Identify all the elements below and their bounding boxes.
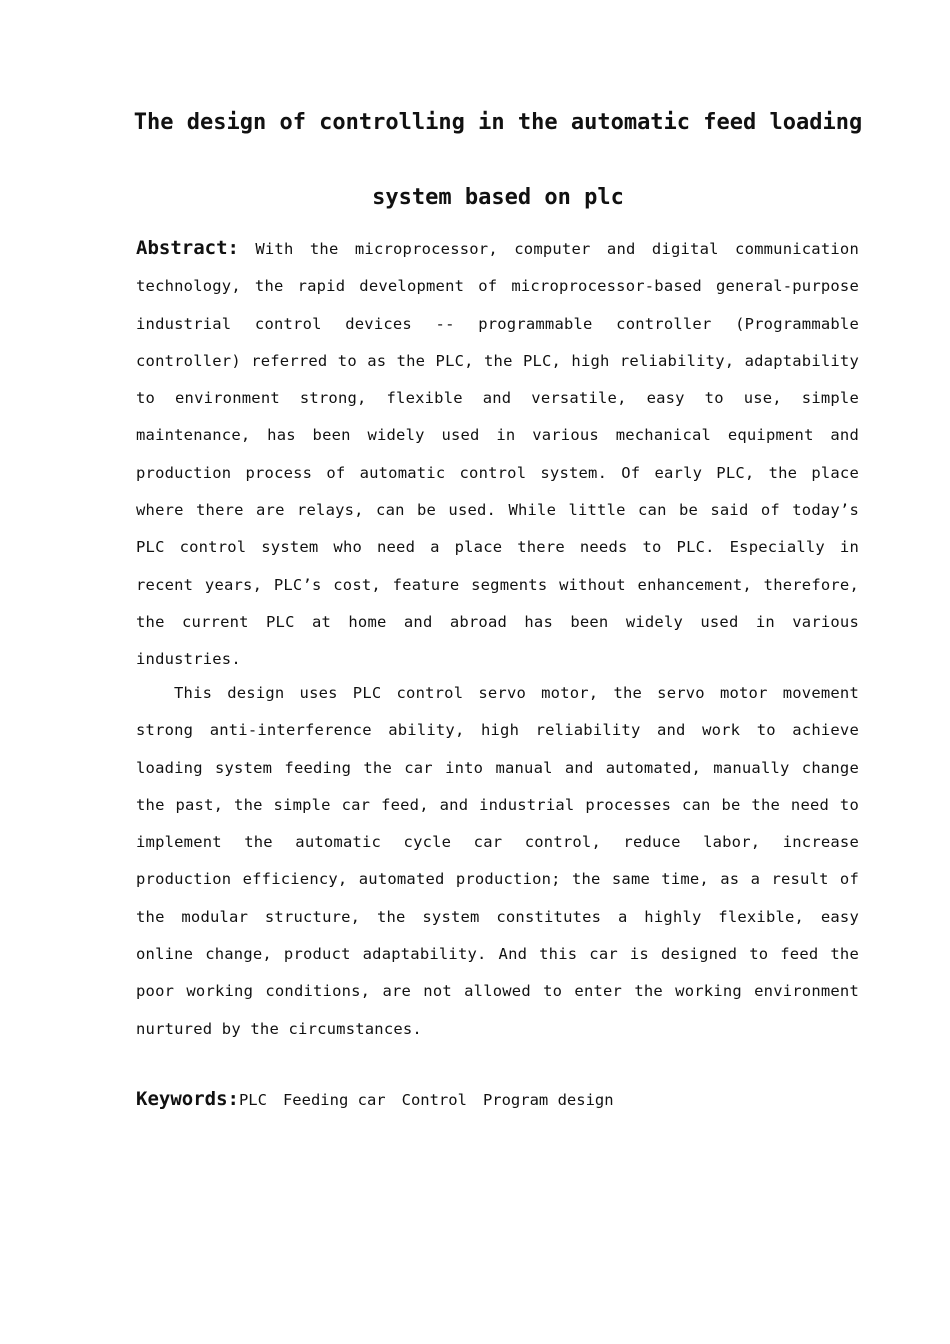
keyword-item: Feeding car: [282, 1091, 386, 1109]
abstract-label: Abstract:: [136, 237, 239, 259]
keyword-item: PLC: [238, 1091, 267, 1109]
body-paragraph-2: This design uses PLC control servo motor, the servo motor movement strong anti-interference ability, high reliability and work to achieve loading system feeding the car into manual and automated, manually change the past, the simple car feed, and industrial processes can be the need to implement the automatic cycle car control, reduce labor, increase production efficiency, automated production; the same time, as a result of the modular structure, the system constitutes a highly flexible, easy online change, product adaptability. And this car is designed to feed the poor working conditions, are not allowed to enter the working environment nurtured by the circumstances.: [136, 684, 859, 1038]
keyword-item: Program design: [482, 1091, 614, 1109]
abstract-paragraph: [136, 230, 859, 679]
abstract-text: With the microprocessor, computer and digital communication technology, the rapid development of microprocessor-based general-purpose industrial control devices -- programmable controller (Programmable controller) referred to as the PLC, the PLC, high reliability, adaptability to environment strong, flexible and versatile, easy to use, simple maintenance, has been widely used in various mechanical equipment and production process of automatic control system. Of early PLC, the place where there are relays, can be used. While little can be said of today’s PLC control system who need a place there needs to PLC. Especially in recent years, PLC’s cost, feature segments without enhancement, therefore, the current PLC at home and abroad has been widely used in various industries.: [136, 240, 859, 669]
keywords-line: [136, 1082, 630, 1117]
document-title-line-1: The design of controlling in the automatic feed loading: [133, 110, 863, 135]
keyword-item: Control: [401, 1091, 467, 1109]
keywords-label: Keywords:: [136, 1088, 239, 1110]
document-title-line-2: system based on plc: [372, 185, 624, 210]
